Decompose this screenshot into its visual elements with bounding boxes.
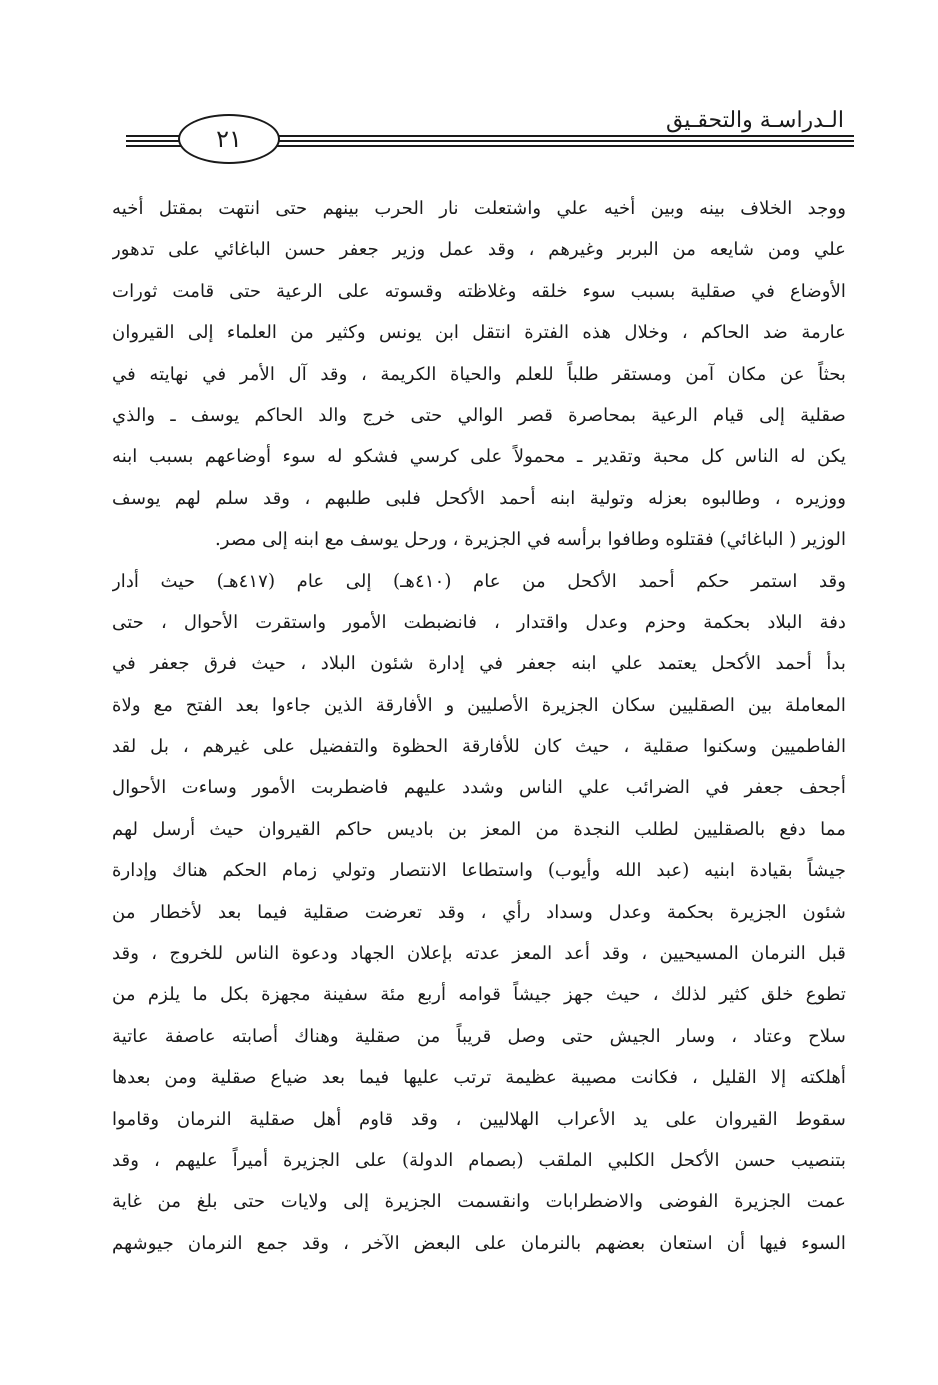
text-line: بتنصيب حسن الأكحل الكلبي الملقب (بصمام الدولة) على الجزيرة أميراً عليهم ، وقد bbox=[112, 1149, 846, 1171]
text-line: الفاطميين وسكنوا صقلية ، حيث كان للأفارقة الحظوة والتفضيل على غيرهم ، بل لقد bbox=[112, 736, 846, 758]
text-line: شئون الجزيرة بحكمة وعدل وسداد رأي ، وقد تعرضت صقلية فيما بعد لأخطار من bbox=[112, 901, 846, 923]
text-line: أجحف جعفر في الضرائب علي الناس وشدد عليهم فاضطربت الأمور وساءت الأحوال bbox=[112, 777, 846, 799]
body-text bbox=[112, 188, 846, 1264]
text-line: الأوضاع في صقلية بسبب سوء خلقه وغلاظته وقسوته على الرعية حتى قامت ثورات bbox=[112, 280, 846, 302]
text-line: سلاح وعتاد ، وسار الجيش حتى وصل قريباً من صقلية وهناك أصابته عاصفة عاتية bbox=[112, 1025, 846, 1047]
page-number: ٢١ bbox=[178, 114, 280, 164]
page-header bbox=[126, 100, 854, 160]
paragraph-last-line: الوزير ( الباغائي) فقتلوه وطافوا برأسه في الجزيرة ، ورحل يوسف مع ابنه إلى مصر. bbox=[215, 529, 846, 551]
text-line: جيشاً بقيادة ابنيه (عبد الله وأيوب) واستطاعا الانتصار وتولي زمام الحكم هناك وإدارة bbox=[112, 860, 846, 882]
text-line: يكن له الناس كل محبة وتقدير ـ محمولاً على كرسي فشكو له سوء أوضاعهم بسبب ابنه bbox=[112, 446, 846, 468]
text-line: قبل النرمان المسيحيين ، وقد أعد المعز عدته بإعلان الجهاد ودعوة الناس للخروج ، وقد bbox=[112, 943, 846, 965]
text-line: سقوط القيروان على يد الأعراب الهلاليين ، وقد قاوم أهل صقلية النرمان وقاموا bbox=[112, 1108, 846, 1130]
text-line: مما دفع بالصقليين لطلب النجدة من المعز بن باديس حاكم القيروان حيث أرسل لهم bbox=[112, 818, 846, 840]
text-line: السوء فيها أن استعان بعضهم بالنرمان على البعض الآخر ، وقد جمع النرمان جيوشهم bbox=[112, 1232, 846, 1254]
text-line: وقد استمر حكم أحمد الأكحل من عام (٤١٠هـ) إلى عام (٤١٧هـ) حيث أدار bbox=[112, 570, 846, 592]
text-line: علي ومن شايعه من البربر وغيرهم ، وقد عمل وزير جعفر حسن الباغائي على تدهور bbox=[112, 239, 846, 261]
text-line: عمت الجزيرة الفوضى والاضطرابات وانقسمت الجزيرة إلى ولايات حتى بلغ من غاية bbox=[112, 1191, 846, 1213]
text-line: ووزيره ، وطالبوه بعزله وتولية ابنه أحمد الأكحل فلبى طلبهم ، وقد سلم لهم يوسف bbox=[112, 487, 846, 509]
text-line: دفة البلاد بحكمة وحزم وعدل واقتدار ، فانضبطت الأمور واستقرت الأحوال ، حتى bbox=[112, 611, 846, 633]
text-line: بحثاً عن مكان آمن ومستقر طلباً للعلم والحياة الكريمة ، وقد آل الأمر في نهايته في bbox=[112, 363, 846, 385]
text-line: تطوع خلق كثير لذلك ، حيث جهز جيشاً قوامه أربع مئة سفينة مجهزة بكل ما يلزم من bbox=[112, 984, 846, 1006]
text-line: بدأ أحمد الأكحل يعتمد علي ابنه جعفر في إدارة شئون البلاد ، حيث فرق جعفر في bbox=[112, 653, 846, 675]
text-line: أهلكته إلا القليل ، فكانت مصيبة عظيمة ترتب عليها فيما بعد ضياع صقلية ومن بعدها bbox=[112, 1067, 846, 1089]
text-line: المعاملة بين الصقليين سكان الجزيرة الأصليين و الأفارقة الذين جاءوا بعد الفتح مع ولاة bbox=[112, 694, 846, 716]
text-line: ووجد الخلاف بينه وبين أخيه علي واشتعلت نار الحرب بينهم حتى انتهت بمقتل أخيه bbox=[112, 198, 846, 219]
text-line: عارمة ضد الحاكم ، وخلال هذه الفترة انتقل ابن يونس وكثير من العلماء إلى القيروان bbox=[112, 322, 846, 344]
text-line: صقلية إلى قيام الرعية بمحاصرة قصر الوالي حتى خرج والد الحاكم يوسف ـ والذي bbox=[112, 404, 846, 426]
running-title: الـدراسـة والتحقـيق bbox=[662, 108, 848, 133]
